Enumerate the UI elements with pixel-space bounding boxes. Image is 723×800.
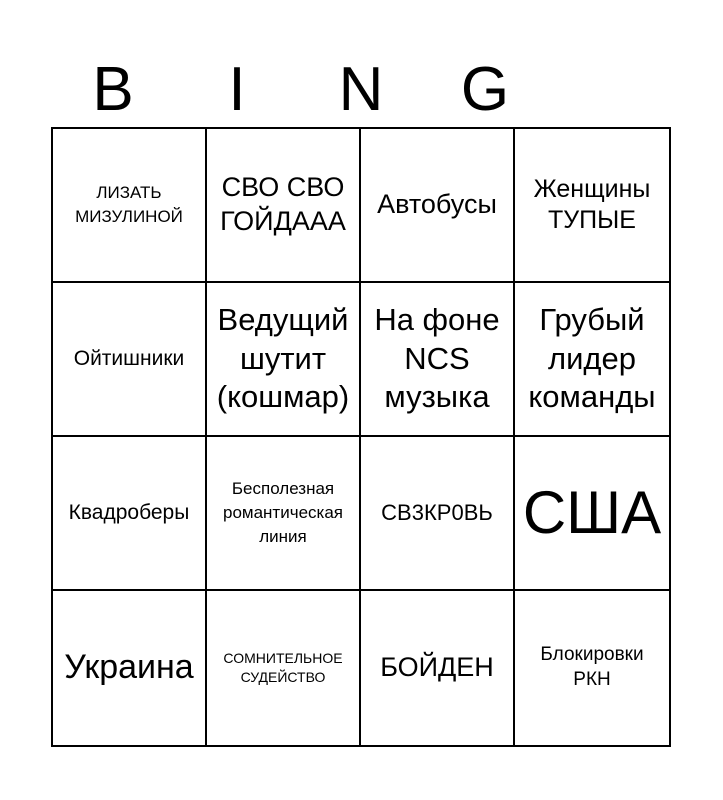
header-letter-n: N: [338, 55, 384, 124]
cell-text: Квадроберы: [68, 501, 190, 525]
bingo-cell[interactable]: [515, 437, 669, 591]
bingo-cell[interactable]: [361, 283, 515, 437]
cell-text: ЛИЗАТЬ МИЗУЛИНОЙ: [75, 183, 183, 226]
bingo-cell[interactable]: [207, 129, 361, 283]
bingo-cell[interactable]: [53, 591, 207, 745]
header-letter-i: I: [228, 55, 246, 124]
cell-text: Автобусы: [377, 189, 497, 220]
bingo-cell[interactable]: [361, 591, 515, 745]
cell-text: СОМНИТЕЛЬНОЕ СУДЕЙСТВО: [223, 650, 343, 685]
cell-text: Блокировки РКН: [540, 644, 644, 690]
bingo-cell[interactable]: [515, 591, 669, 745]
header-letter-b: B: [92, 55, 134, 124]
header-letter-g: G: [460, 55, 510, 124]
cell-text: БОЙДЕН: [380, 652, 494, 683]
cell-text: Ойтишники: [73, 347, 185, 371]
bingo-board: [51, 127, 671, 747]
bingo-cell[interactable]: [207, 437, 361, 591]
bingo-cell[interactable]: [361, 437, 515, 591]
cell-text: СВ3КР0ВЬ: [381, 499, 493, 525]
bingo-cell[interactable]: [53, 283, 207, 437]
cell-text: СВО СВО ГОЙДААА: [220, 172, 346, 236]
bingo-cell[interactable]: [515, 283, 669, 437]
cell-text: США: [522, 479, 662, 546]
bingo-cell[interactable]: [207, 591, 361, 745]
cell-text: На фоне NCS музыка: [374, 301, 500, 415]
cell-text: Женщины ТУПЫЕ: [533, 174, 651, 234]
cell-text: Украина: [64, 648, 194, 687]
cell-text: Ведущий шутит (кошмар): [216, 301, 350, 415]
bingo-cell[interactable]: [207, 283, 361, 437]
cell-text: Грубый лидер команды: [528, 301, 656, 415]
bingo-cell[interactable]: [53, 437, 207, 591]
bingo-cell[interactable]: [515, 129, 669, 283]
bingo-cell[interactable]: [53, 129, 207, 283]
bingo-cell[interactable]: [361, 129, 515, 283]
cell-text: Бесполезная романтическая линия: [222, 479, 343, 546]
bingo-header: [51, 52, 671, 128]
